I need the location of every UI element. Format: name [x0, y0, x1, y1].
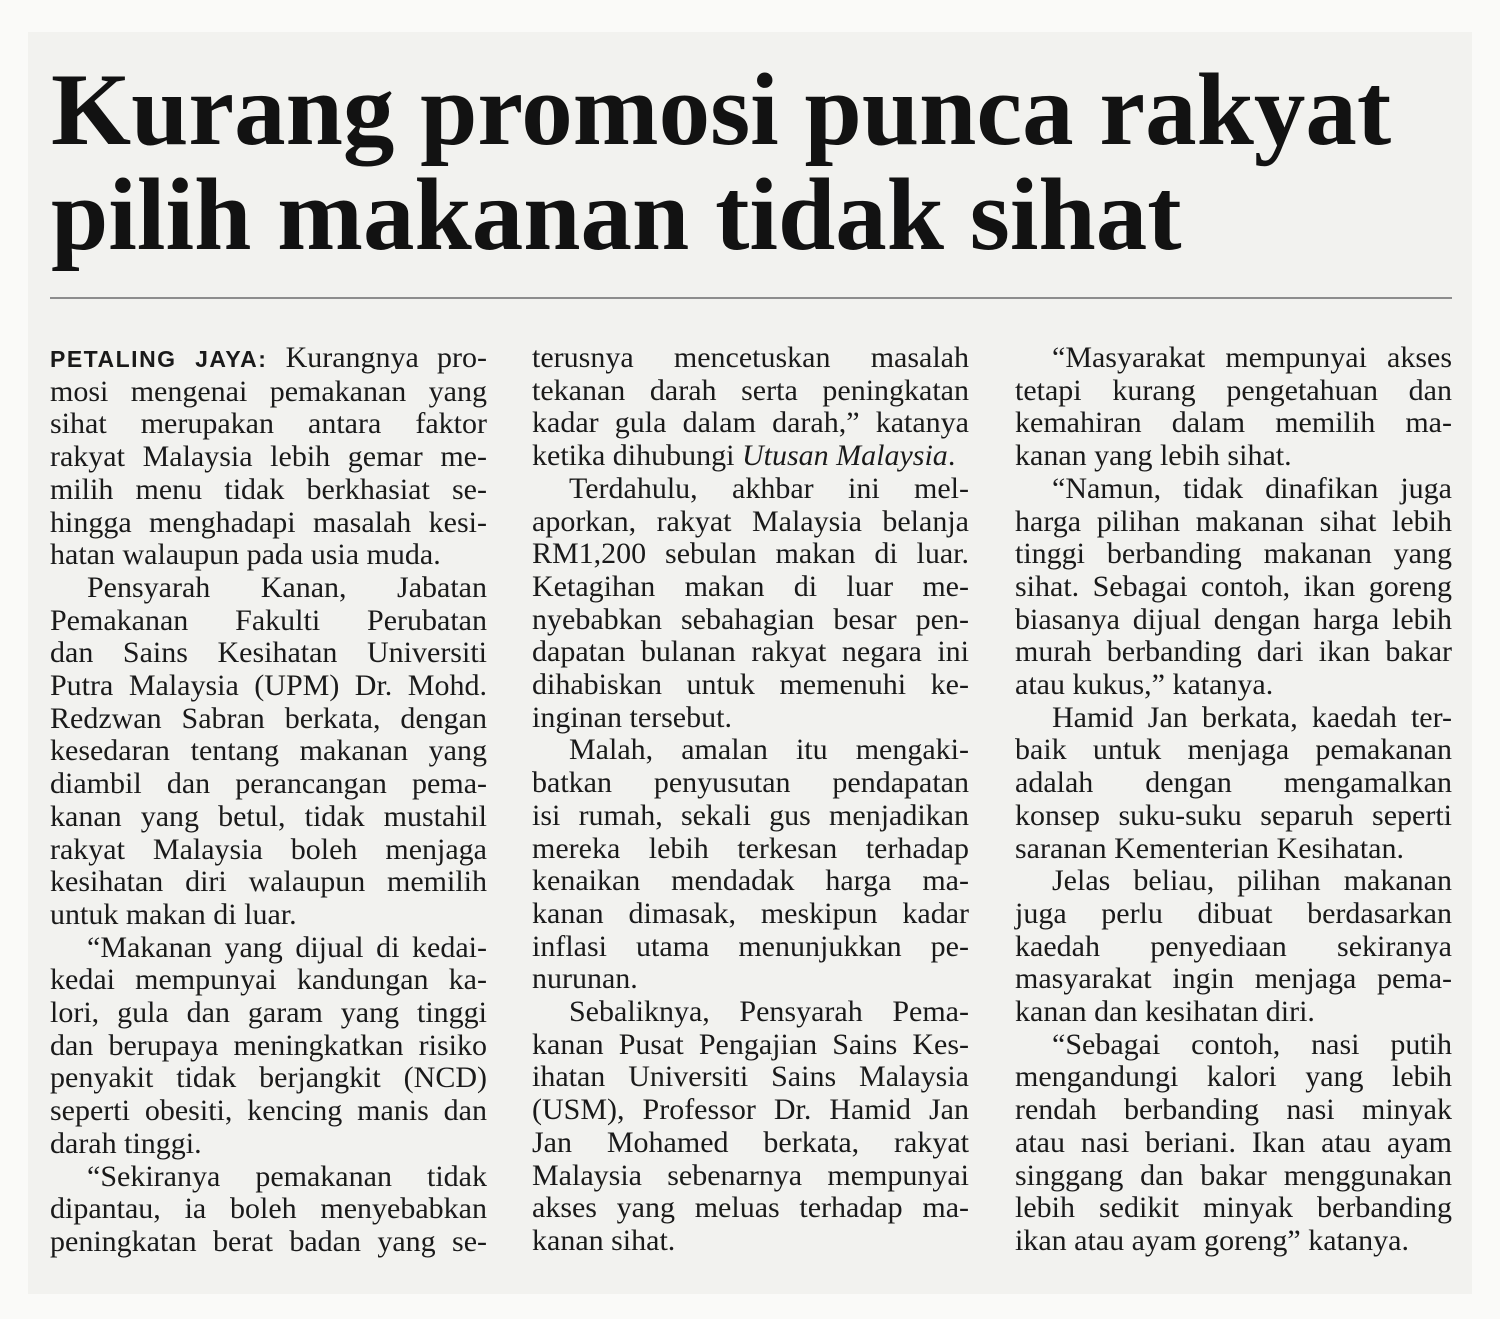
paragraph-first-line: “Sekiranya pemakanan tidak — [87, 1159, 487, 1193]
text-line: konsep suku-suku separuh seperti — [1015, 798, 1452, 832]
text-line: kesihatan diri walaupun memilih — [50, 865, 487, 899]
text-line: Jan Mohamed berkata, rakyat — [532, 1125, 969, 1159]
paragraph-first-line: “Sebagai contoh, nasi putih — [1052, 1027, 1452, 1061]
text-line: kanan Pusat Pengajian Sains Kes- — [532, 1027, 969, 1061]
text-line: harga pilihan makanan sihat lebih — [1015, 504, 1452, 538]
text-line: dapatan bulanan rakyat negara ini — [532, 635, 969, 669]
text-line: saranan Kementerian Kesihatan. — [1015, 831, 1404, 865]
text-line: kesedaran tentang makanan yang — [50, 734, 487, 768]
paragraph-first-line: “Masyarakat mempunyai akses — [1052, 341, 1452, 374]
text-line: kanan yang betul, tidak mustahil — [50, 799, 487, 833]
text-line: kemahiran dalam memilih ma- — [1015, 406, 1452, 440]
text-line: atau kukus,” katanya. — [1015, 668, 1274, 702]
text-line: diambil dan perancangan pema- — [50, 767, 487, 801]
dateline: PETALING JAYA: — [50, 346, 268, 372]
text-line: akses yang meluas terhadap ma- — [532, 1191, 969, 1225]
text-line: sihat. Sebagai contoh, ikan goreng — [1015, 569, 1452, 603]
text-line: singgang dan bakar menggunakan — [1015, 1158, 1452, 1192]
text-line: RM1,200 sebulan makan di luar. — [532, 537, 969, 571]
text-line: murah berbanding dari ikan bakar — [1015, 635, 1452, 669]
text-line: sihat merupakan antara faktor — [50, 407, 487, 441]
text-line: peningkatan berat badan yang se- — [50, 1224, 487, 1258]
text-line: hingga menghadapi masalah kesi- — [50, 505, 487, 539]
text-line: aporkan, rakyat Malaysia belanja — [532, 504, 969, 538]
text-line: tekanan darah serta peningkatan — [532, 373, 969, 407]
text-segment: ketika dihubungi — [532, 439, 742, 473]
text-segment: . — [947, 439, 956, 473]
headline — [51, 53, 1392, 272]
text-line: adalah dengan mengamalkan — [1015, 766, 1452, 800]
text-line: (USM), Professor Dr. Hamid Jan — [532, 1093, 969, 1127]
paragraph-first-line: Pensyarah Kanan, Jabatan — [87, 570, 487, 604]
text-line: milih menu tidak berkhasiat se- — [50, 472, 487, 506]
paragraph-first-line: “Namun, tidak dinafikan juga — [1052, 471, 1452, 505]
text-line: rendah berbanding nasi minyak — [1015, 1093, 1452, 1127]
text-line: masyarakat ingin menjaga pema- — [1015, 962, 1452, 996]
text-line: mosi mengenai pemakanan yang — [50, 374, 487, 408]
text-line: lebih sedikit minyak berbanding — [1015, 1191, 1452, 1225]
text-line: nurunan. — [532, 962, 638, 996]
text-line — [532, 440, 969, 473]
paragraph-first-line: Jelas beliau, pilihan makanan — [1052, 864, 1452, 898]
text-line: tinggi berbanding makanan yang — [1015, 537, 1452, 571]
text-line: baik untuk menjaga pemakanan — [1015, 733, 1452, 767]
text-line: untuk makan di luar. — [50, 897, 297, 931]
article-column-1 — [50, 342, 487, 1259]
text-line: Redzwan Sabran berkata, dengan — [50, 701, 487, 735]
text-line: kanan dimasak, meskipun kadar — [532, 896, 969, 930]
paragraph-first-line: Terdahulu, akhbar ini mel- — [569, 471, 969, 505]
article-column-3 — [1015, 342, 1452, 1258]
text-line: kanan sihat. — [532, 1223, 676, 1257]
text-line: juga perlu dibuat berdasarkan — [1015, 896, 1452, 930]
paragraph-first-line: “Makanan yang dijual di kedai- — [87, 930, 487, 964]
text-line: ikan atau ayam goreng” katanya. — [1015, 1223, 1409, 1257]
text-line: dihabiskan untuk memenuhi ke- — [532, 668, 969, 702]
text-line: kadar gula dalam darah,” katanya — [532, 406, 969, 440]
text-line: mereka lebih terkesan terhadap — [532, 831, 969, 865]
text-line: ihatan Universiti Sains Malaysia — [532, 1060, 969, 1094]
paragraph-first-line: Sebaliknya, Pensyarah Pema- — [569, 995, 969, 1029]
text-line: Putra Malaysia (UPM) Dr. Mohd. — [50, 669, 487, 703]
paragraph-first-line — [50, 342, 487, 376]
headline-line: Kurang promosi punca rakyat — [51, 53, 1392, 167]
text-line: seperti obesiti, kencing manis dan — [50, 1094, 487, 1128]
text-line: rakyat Malaysia lebih gemar me- — [50, 440, 487, 474]
text-line: rakyat Malaysia boleh menjaga — [50, 832, 487, 866]
text-line: kaedah penyediaan sekiranya — [1015, 929, 1452, 963]
text-line: dan Sains Kesihatan Universiti — [50, 636, 487, 670]
text-line: Ketagihan makan di luar me- — [532, 569, 969, 603]
paragraph-first-line: Hamid Jan berkata, kaedah ter- — [1052, 700, 1452, 734]
article-column-2 — [532, 342, 969, 1258]
text-line: penyakit tidak berjangkit (NCD) — [50, 1061, 487, 1095]
text-line: batkan penyusutan pendapatan — [532, 766, 969, 800]
paragraph-first-line: Malah, amalan itu mengaki- — [569, 733, 969, 767]
text-line: terusnya mencetuskan masalah — [532, 341, 969, 374]
text-line: nyebabkan sebahagian besar pen- — [532, 602, 969, 636]
text-line: darah tinggi. — [50, 1126, 202, 1160]
text-line: inginan tersebut. — [532, 700, 732, 734]
publication-name: Utusan Malaysia — [741, 439, 948, 473]
text-line: mengandungi kalori yang lebih — [1015, 1060, 1452, 1094]
headline-line: pilih makanan tidak sihat — [51, 158, 1182, 272]
text-line: kanan yang lebih sihat. — [1015, 439, 1292, 473]
text-line: lori, gula dan garam yang tinggi — [50, 996, 487, 1030]
headline-divider — [50, 297, 1452, 299]
text-line: isi rumah, sekali gus menjadikan — [532, 798, 969, 832]
text-line: kedai mempunyai kandungan ka- — [50, 963, 487, 997]
text-line: atau nasi beriani. Ikan atau ayam — [1015, 1125, 1452, 1159]
text-line: tetapi kurang pengetahuan dan — [1015, 373, 1452, 407]
text-line: dan berupaya meningkatkan risiko — [50, 1028, 487, 1062]
text-line: inflasi utama menunjukkan pe- — [532, 929, 969, 963]
text-line: hatan walaupun pada usia muda. — [50, 538, 441, 572]
text-line: kanan dan kesihatan diri. — [1015, 995, 1315, 1029]
text-line: dipantau, ia boleh menyebabkan — [50, 1192, 487, 1226]
text-line: Pemakanan Fakulti Perubatan — [50, 603, 487, 637]
text-line: kenaikan mendadak harga ma- — [532, 864, 969, 898]
text-line: biasanya dijual dengan harga lebih — [1015, 602, 1452, 636]
text-line: Malaysia sebenarnya mempunyai — [532, 1158, 969, 1192]
text-segment: Kurangnya pro- — [285, 341, 487, 374]
